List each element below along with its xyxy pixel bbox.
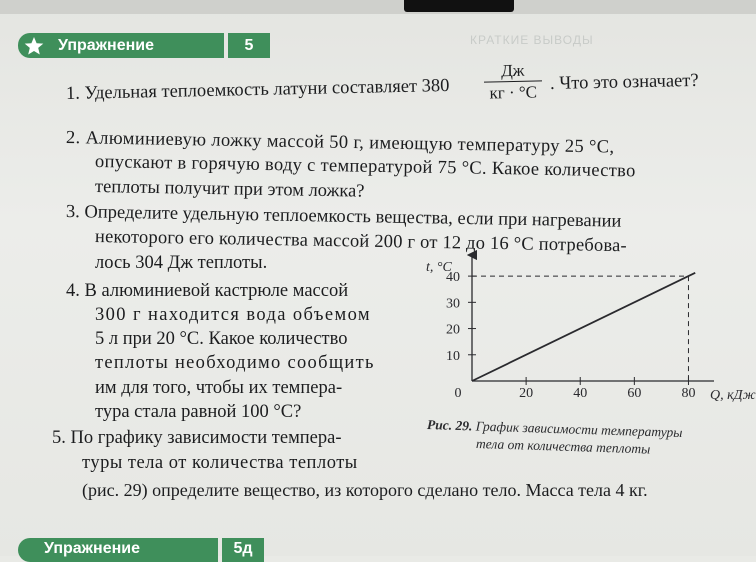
problem-5-line-1: 5. По графику зависимости темпера- [52, 428, 342, 448]
figure-caption-line-1 [427, 417, 683, 441]
figure-label: Рис. 29. [426, 417, 473, 434]
x-axis-label: Q, кДж [710, 388, 756, 403]
problem-2-line-2: опускают в горячую воду с температурой 75 °С. Какое количество [94, 152, 636, 182]
problem-3-line-2: некоторого его количества массой 200 г от 12 до 16 °С потребова- [94, 227, 628, 257]
y-tick-label: 20 [446, 322, 460, 338]
figure-caption-line-2: тела от количества теплоты [475, 436, 651, 457]
problem-4-line-6: тура стала равной 100 °С? [95, 402, 302, 422]
problem-1-text: 1. Удельная теплоемкость латуни составляет 380 [65, 75, 450, 104]
next-exercise-number: 5д [222, 538, 264, 562]
temperature-heat-chart [420, 255, 756, 415]
problem-5-line-2: туры тела от количества теплоты [82, 453, 358, 473]
exercise-number: 5 [228, 33, 270, 58]
y-tick-label: 10 [446, 348, 460, 364]
binder-clip [404, 0, 514, 12]
unit-numerator: Дж [500, 60, 525, 81]
x-tick-label: 40 [573, 386, 588, 401]
problem-3-line-1: 3. Определите удельную теплоемкость вещества, если при нагревании [65, 202, 622, 232]
faint-header-text: КРАТКИЕ ВЫВОДЫ [470, 33, 594, 47]
problem-2-line-1: 2. Алюминиевую ложку массой 50 г, имеющую температуру 25 °С, [65, 128, 615, 158]
unit-fraction [484, 61, 543, 101]
y-tick-label: 30 [446, 296, 460, 312]
page-top-edge [0, 0, 756, 14]
exercise-title: Упражнение [58, 36, 154, 54]
problem-4-line-4: теплоты необходимо сообщить [95, 353, 375, 373]
problem-1-tail: . Что это означает? [549, 70, 699, 94]
problem-2-line-3: теплоты получит при этом ложка? [94, 177, 365, 202]
x-tick-label: 60 [627, 386, 642, 401]
unit-denominator: кг · °С [489, 82, 538, 103]
x-tick-label: 80 [681, 386, 696, 401]
x-tick-label: 0 [454, 386, 462, 401]
problem-4-line-3: 5 л при 20 °С. Какое количество [95, 329, 348, 349]
y-axis-label: t, °С [426, 260, 452, 275]
temperature-line [472, 273, 695, 381]
figure-caption-text-1: График зависимости температуры [475, 418, 683, 441]
star-icon [24, 36, 44, 56]
problem-3-line-3: лось 304 Дж теплоты. [95, 253, 268, 273]
problem-4-line-2: 300 г находится вода объемом [95, 305, 371, 325]
exercise-banner [18, 33, 224, 58]
problem-4-line-5: им для того, чтобы их темпера- [95, 378, 343, 398]
problem-4-line-1: 4. В алюминиевой кастрюле массой [66, 281, 349, 301]
next-exercise-banner: Упражнение [18, 538, 218, 562]
y-tick-label: 40 [446, 270, 460, 286]
x-tick-label: 20 [519, 386, 534, 401]
problem-5-line-3: (рис. 29) определите вещество, из которого сделано тело. Масса тела 4 кг. [82, 480, 648, 500]
